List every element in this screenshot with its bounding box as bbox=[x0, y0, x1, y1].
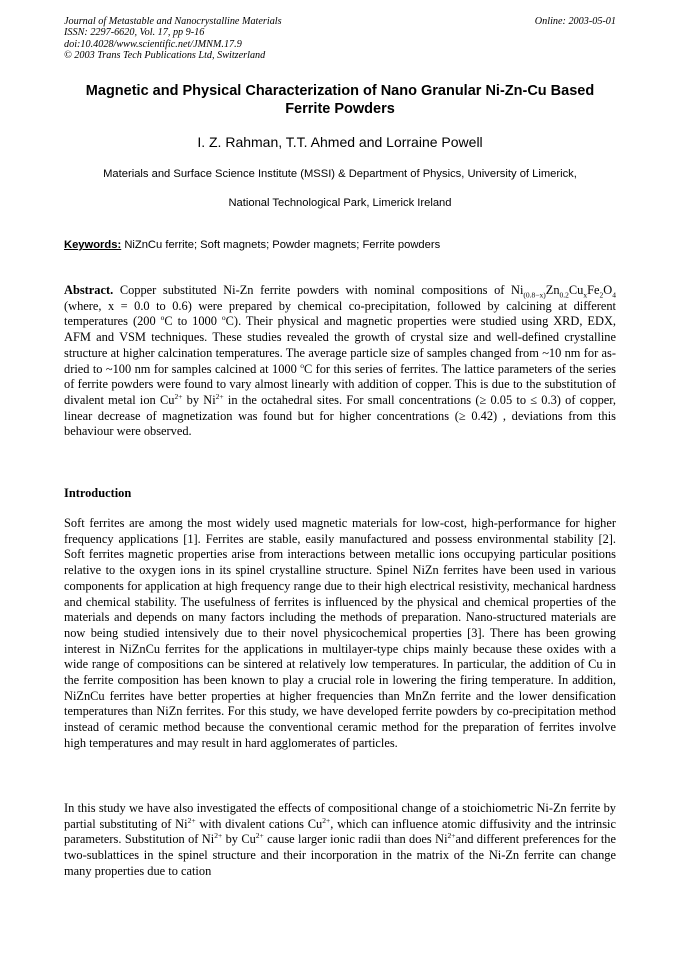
keywords-text: NiZnCu ferrite; Soft magnets; Powder magnets; Ferrite powders bbox=[124, 239, 441, 251]
introduction-paragraph-2: In this study we have also investigated the effects of compositional change of a stoichiometric Ni-Zn ferrite by partial substituting of $Ni^{2+}$ with divalent cations $Cu^{2+}$, which can influence atomic diffusivity and the intrinsic parameters. Substitution of $Ni^{2+}$ by $Cu^{2+}$ cause larger ionic radii than does $Ni^{2+}and$ different preferences for the two-sublattices in the spinel structure and their incorporation in the matrix of the Ni-Zn ferrite can change many properties due to cation bbox=[64, 801, 616, 878]
introduction-heading: Introduction bbox=[64, 486, 132, 500]
journal-name: Journal of Metastable and Nanocrystalline Materials bbox=[64, 16, 282, 27]
abstract bbox=[64, 283, 616, 440]
introduction-paragraph-1: Soft ferrites are among the most widely used magnetic materials for low-cost, high-performance for higher frequency applications [1]. Ferrites are stable, easily manufactured and possess environmental stability [2]. Soft ferrites magnetic properties arise from interactions between metallic ions occupying particular positions relative to the oxygen ions in its spinel crystalline structure. Spinel NiZn ferrites have been used in various components for application at high frequency range due to their high electrical resistivity, mechanical hardness and chemical stability. The usefulness of ferrites is influenced by the physical and chemical properties of the materials and depends on many factors including the methods of preparation. Nano-structured materials are now being studied intensively due to their novel physicochemical properties [3]. There has been growing interest in NiZnCu ferrites for the applications in multilayer-type chips mainly because these oxides with a wide range of compositions can be sintered at relatively low temperatures. In particular, the addition of Cu in the ferrite composition has been known to play a crucial role in lowering the firing temperature. In addition, NiZnCu ferrites have better properties at higher frequencies than MnZn ferrite and the lower densification temperatures than NiZn ferrites. For this study, we have developed ferrite powders by co-precipitation method instead of ceramic method because the conventional ceramic method for the preparation of ferrites involve high temperatures and may result in hard agglomerates of particles. bbox=[64, 516, 616, 750]
abstract-text-2: (where, x = 0.0 to 0.6) were prepared by chemical co-precipitation, followed by calcining at different temperatures (200 $^o$C to 1000 $^o$C). Their physical and magnetic properties were studied using XRD, EDX, AFM and VSM techniques. These studies revealed the growth of crystal size and well-defined crystalline structure at higher calcination temperatures. The average particle size of samples changed from ~10 nm for as-dried to ~100 nm for samples calcined at 1000 $^o$C for this series of ferrites. The lattice parameters of the series of ferrite powders were found to vary almost linearly with addition of copper. This is due to the substitution of divalent metal ion $Cu^{2+}$ by $Ni^{2+}$ in the octahedral sites. For small concentrations (≥ 0.05 to ≤ 0.3) of copper, linear decrease of magnetization was found but for higher concentrations (≥ 0.42) , deviations from this behaviour were observed. bbox=[64, 298, 617, 439]
journal-header bbox=[64, 16, 616, 61]
keywords-label: Keywords: bbox=[64, 239, 122, 251]
journal-copyright: © 2003 Trans Tech Publications Ltd, Switzerland bbox=[64, 49, 266, 61]
journal-issn: ISSN: 2297-6620, Vol. 17, pp 9-16 bbox=[64, 27, 205, 39]
affiliation-line-2: National Technological Park, Limerick Ireland bbox=[228, 197, 452, 209]
paper-authors: I. Z. Rahman, T.T. Ahmed and Lorraine Powell bbox=[197, 134, 483, 150]
keywords bbox=[64, 239, 616, 252]
abstract-text-1: Copper substituted Ni-Zn ferrite powders with nominal compositions of bbox=[119, 283, 505, 297]
affiliation-line-1: Materials and Surface Science Institute (MSSI) & Department of Physics, University of Limerick, bbox=[103, 168, 577, 180]
paper-title: Magnetic and Physical Characterization of Nano Granular Ni-Zn-Cu Based Ferrite Powders bbox=[85, 83, 595, 117]
journal-doi: doi:10.4028/www.scientific.net/JMNM.17.9 bbox=[64, 38, 242, 50]
abstract-label: Abstract. bbox=[64, 283, 114, 297]
online-date: Online: 2003-05-01 bbox=[534, 16, 616, 27]
composition-formula: $Ni_{(0.8-x)}Zn_{0.2}Cu_xFe_2O_4$ bbox=[511, 283, 616, 300]
